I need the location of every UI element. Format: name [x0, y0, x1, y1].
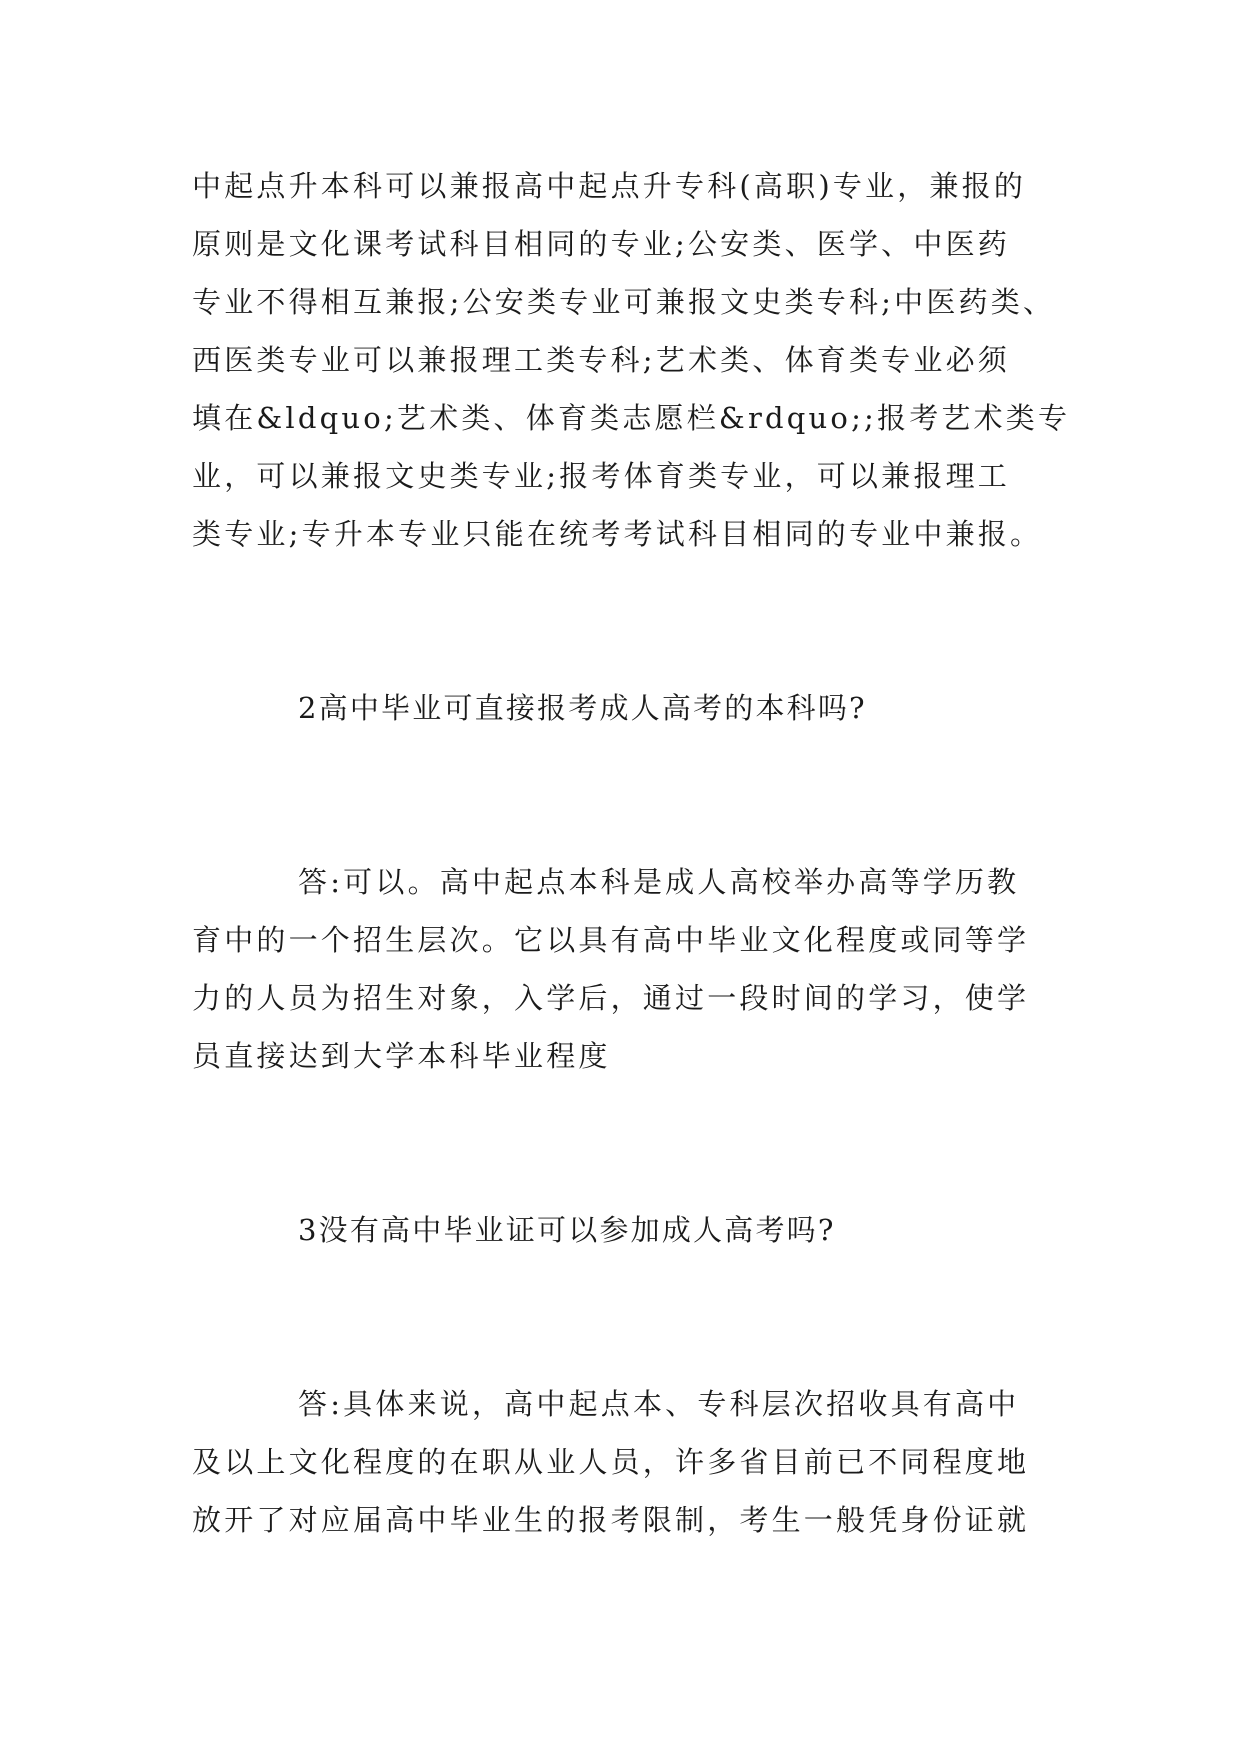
paragraph-1-line: 专业不得相互兼报;公安类专业可兼报文史类专科;中医药类、: [192, 285, 1056, 319]
paragraph-1-line: 中起点升本科可以兼报高中起点升专科(高职)专业，兼报的: [192, 169, 1027, 203]
paragraph-1-line: 类专业;专升本专业只能在统考考试科目相同的专业中兼报。: [192, 517, 1043, 551]
answer-3-line: 及以上文化程度的在职从业人员，许多省目前已不同程度地: [192, 1445, 1030, 1479]
answer-2-line: 育中的一个招生层次。它以具有高中毕业文化程度或同等学: [192, 923, 1030, 957]
answer-3-line: 答:具体来说，高中起点本、专科层次招收具有高中: [298, 1387, 1020, 1421]
answer-2-line: 力的人员为招生对象，入学后，通过一段时间的学习，使学: [192, 981, 1030, 1015]
answer-3-line: 放开了对应届高中毕业生的报考限制，考生一般凭身份证就: [192, 1503, 1030, 1537]
answer-2-line: 员直接达到大学本科毕业程度: [192, 1039, 611, 1073]
paragraph-1-line: 业，可以兼报文史类专业;报考体育类专业，可以兼报理工: [192, 459, 1010, 493]
paragraph-1-line: 填在&ldquo;艺术类、体育类志愿栏&rdquo;;报考艺术类专: [192, 401, 1071, 435]
question-3-heading: 3没有高中毕业证可以参加成人高考吗?: [298, 1213, 836, 1247]
question-2-heading: 2高中毕业可直接报考成人高考的本科吗?: [298, 691, 867, 725]
paragraph-1-line: 西医类专业可以兼报理工类专科;艺术类、体育类专业必须: [192, 343, 1010, 377]
answer-2-line: 答:可以。高中起点本科是成人高校举办高等学历教: [298, 865, 1020, 899]
paragraph-1-line: 原则是文化课考试科目相同的专业;公安类、医学、中医药: [192, 227, 1010, 261]
